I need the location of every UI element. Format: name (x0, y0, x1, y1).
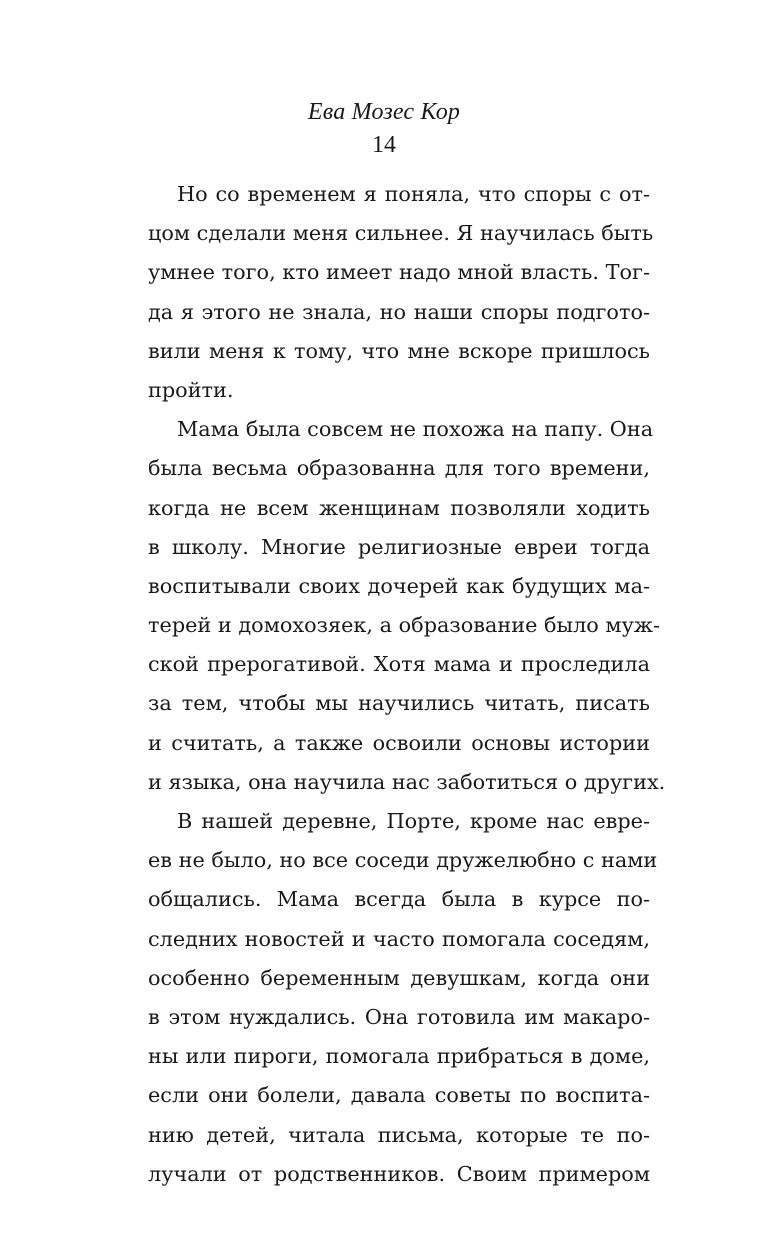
text-line: в школу. Многие религиозные евреи тогда (148, 534, 650, 559)
text-line: воспитывали своих дочерей как будущих ма- (148, 573, 650, 598)
text-line: цом сделали меня сильнее. Я научилась быть (148, 221, 654, 246)
text-line: особенно беременным девушкам, когда они (148, 965, 650, 990)
text-line: в этом нуждались. Она готовила им макаро- (148, 1004, 650, 1029)
paragraph-1 (148, 175, 654, 410)
body-text (148, 175, 666, 1194)
text-line: за тем, чтобы мы научились читать, писать (148, 691, 650, 716)
text-line: умнее того, кто имеет надо мной власть. Тог- (148, 260, 650, 285)
text-line: общались. Мама всегда была в курсе по- (148, 887, 650, 912)
text-line: нию детей, читала письма, которые те по- (148, 1122, 650, 1147)
text-line: если они болели, давала советы по воспита- (148, 1083, 650, 1108)
author-name: Ева Мозес Кор (307, 99, 461, 125)
text-line: ны или пироги, помогала прибраться в доме, (148, 1044, 650, 1069)
text-line: лучали от родственников. Своим примером (148, 1161, 650, 1186)
text-line: и считать, а также освоили основы истории (148, 730, 650, 755)
text-line: вили меня к тому, что мне вскоре пришлось (148, 338, 650, 363)
text-line: Мама была совсем не похожа на папу. Она (177, 417, 654, 442)
running-header (0, 96, 768, 161)
text-line: и языка, она научила нас заботиться о других. (148, 769, 666, 794)
text-line: Но со временем я поняла, что споры с от- (177, 182, 650, 206)
text-line: когда не всем женщинам позволяли ходить (148, 495, 650, 520)
text-line: В нашей деревне, Порте, кроме нас евре- (177, 809, 650, 833)
text-line: пройти. (148, 377, 234, 402)
text-line: следних новостей и часто помогала соседям, (148, 926, 650, 951)
text-line: ев не было, но все соседи дружелюбно с нами (148, 848, 658, 873)
text-line: была весьма образованна для того времени, (148, 456, 650, 481)
paragraph-3 (148, 802, 658, 1194)
page-number: 14 (372, 132, 396, 158)
text-line: ской прерогативой. Хотя мама и проследила (148, 652, 650, 677)
text-line: да я этого не знала, но наши споры подгото- (148, 299, 650, 324)
text-line: терей и домохозяек, а образование было муж- (148, 613, 661, 638)
paragraph-2 (148, 410, 666, 802)
